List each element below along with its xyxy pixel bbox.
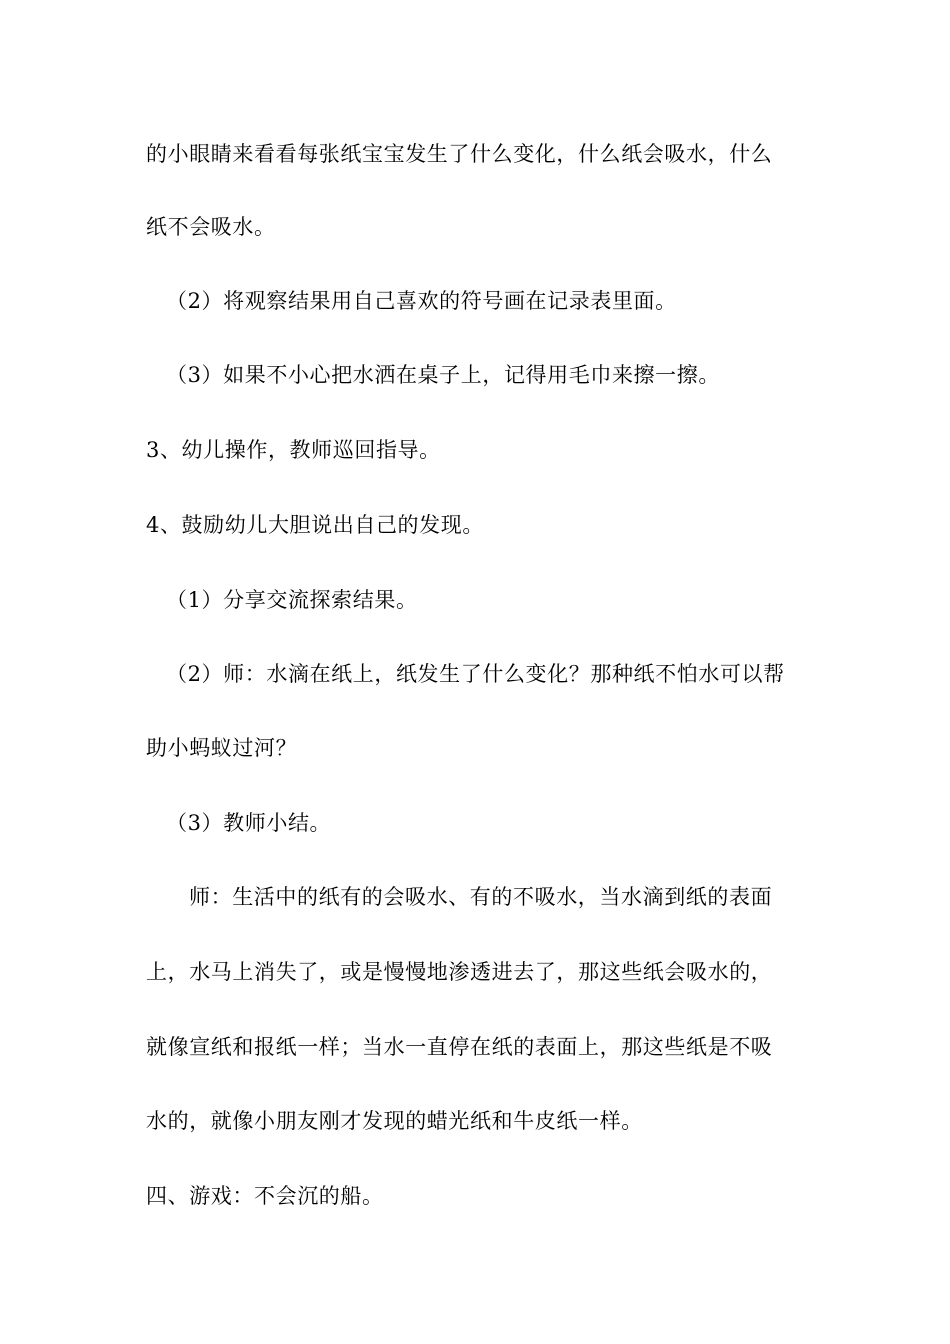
step-heading: 3、幼儿操作，教师巡回指导。 bbox=[146, 438, 441, 462]
step-heading: 4、鼓励幼儿大胆说出自己的发现。 bbox=[146, 513, 484, 537]
paragraph-line: 就像宣纸和报纸一样；当水一直停在纸的表面上，那这些纸是不吸 bbox=[146, 1035, 773, 1059]
list-item: （3）如果不小心把水洒在桌子上，记得用毛巾来擦一擦。 bbox=[166, 363, 720, 387]
paragraph-line: 上，水马上消失了，或是慢慢地渗透进去了，那这些纸会吸水的， bbox=[146, 960, 773, 984]
paragraph-line: 的小眼睛来看看每张纸宝宝发生了什么变化，什么纸会吸水，什么 bbox=[146, 142, 773, 166]
list-item: （2）将观察结果用自己喜欢的符号画在记录表里面。 bbox=[166, 289, 677, 313]
section-heading: 四、游戏：不会沉的船。 bbox=[146, 1184, 384, 1208]
paragraph-line: 水的，就像小朋友刚才发现的蜡光纸和牛皮纸一样。 bbox=[146, 1109, 643, 1133]
list-item: （1）分享交流探索结果。 bbox=[166, 588, 418, 612]
list-item: （3）教师小结。 bbox=[166, 811, 332, 835]
paragraph-line: 助小蚂蚁过河？ bbox=[146, 736, 298, 760]
list-item: （2）师：水滴在纸上，纸发生了什么变化？那种纸不怕水可以帮 bbox=[166, 662, 785, 686]
paragraph-line: 纸不会吸水。 bbox=[146, 215, 276, 239]
paragraph-line: 师：生活中的纸有的会吸水、有的不吸水，当水滴到纸的表面 bbox=[189, 885, 773, 909]
